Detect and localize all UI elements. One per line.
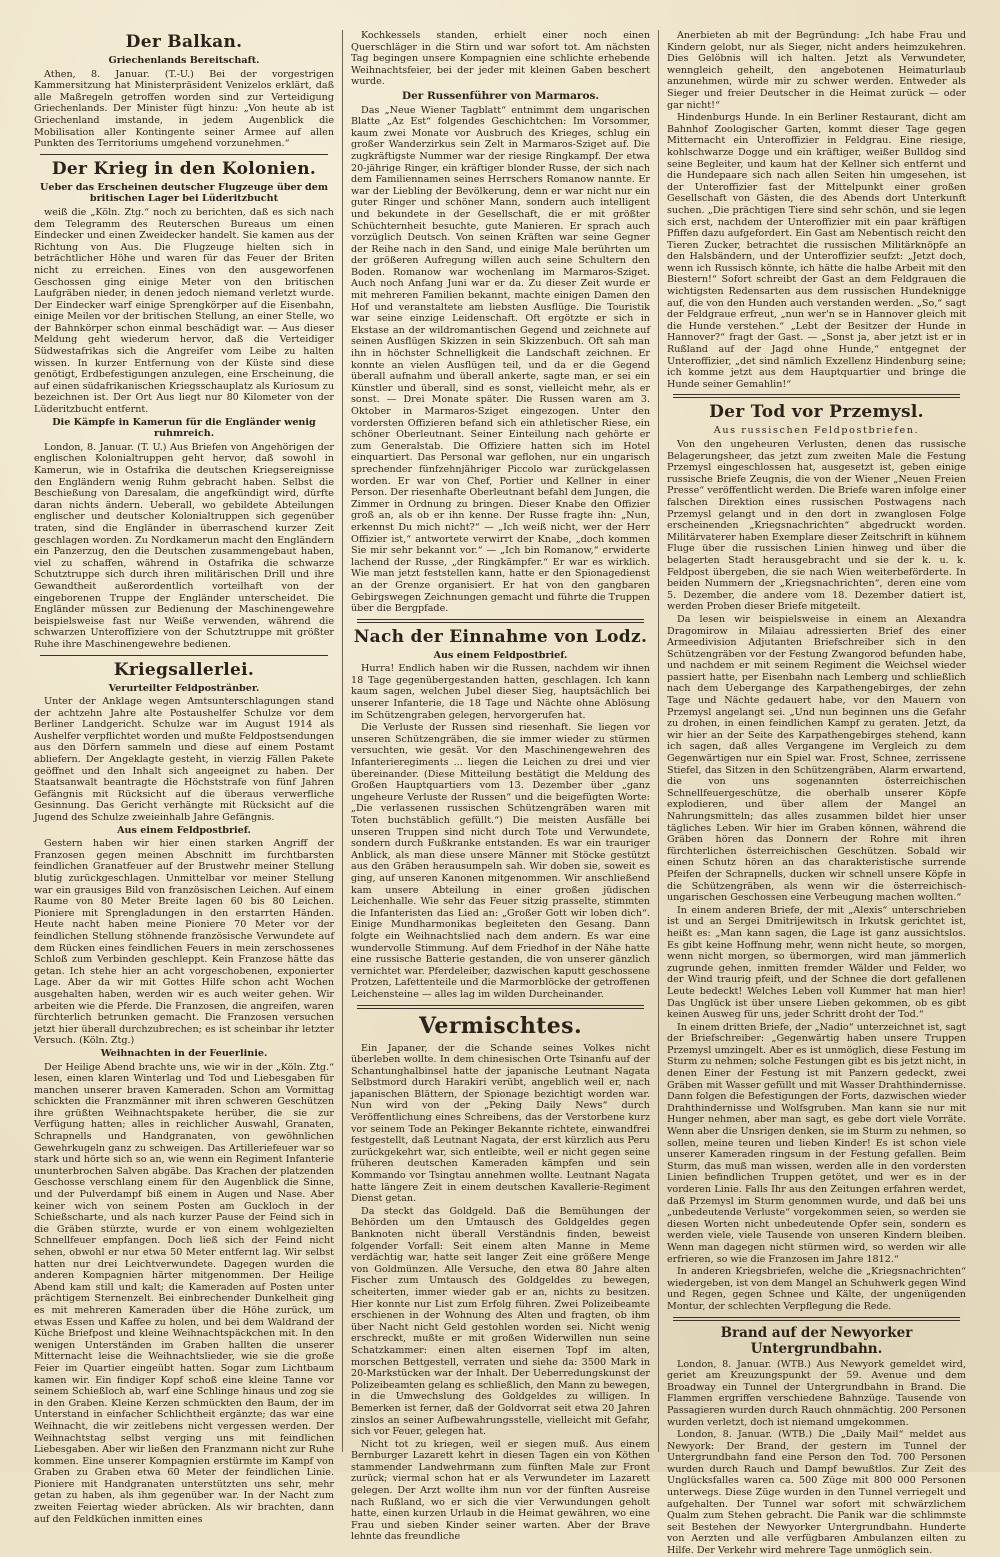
article-kamerun: London, 8. Januar. (T. U.) Aus Briefen von Angehörigen der englischen Kolonialtruppen geht hervor, daß sowohl in Kamerun, wie in Ostafrika die deutschen Kriegsereignisse den Engländern wenig Ruhm gebracht haben. Selbst die Beschießung von Daresalam, die angefkündigt wird, dürfte daran nichts ändern. Ueberall, wo gebildete Abteilungen englischer und deutscher Kolonialtruppen sich gegenüber traten, sind die Engländer in überraschend kurzer Zeit geschlagen worden. Zu Nordkamerun macht den Engländern ein Panzerzug, den die Deutschen zusammengebaut haben, viel zu schaffen, während in Ostafrika die schwarze Schutztruppe sich durch ihren militärischen Drill und ihre Gewandtheit außerordentlich vorteilhaft von der eingeborenen Truppe der Engländer unterscheidet. Die Engländer müssen zur Bedienung der Maschinengewehre beispielsweise fast nur Weiße verwenden, während die schwarzen Unteroffiziere von der Schutztruppe mit größter Ruhe ihre Maschinengewehre bedienen. [34, 441, 334, 650]
subhead-weihnachten: Weihnachten in der Feuerlinie. [100, 1047, 268, 1059]
article-nicht-tot: Nicht tot zu kriegen, weil er siegen muß. Aus einem Bernburger Lazarett kehrt in diesen Tagen ein von Köthen stammender Landwehrmann zum fünften Male zur Front zurück; viermal schon hat er als Verwundeter im Lazarett gelegen. Der Arzt wollte ihm nun vor der fünften Ausreise nach Rußland, wo er sich die vier Verwundungen geholt hatte, einen kurzen Urlaub in die Heimat gewähren, wo eine Frau und sieben Kinder seiner warten. Aber der Brave lehnte das freundliche [351, 1438, 650, 1543]
article-marmaros: Das „Neue Wiener Tagblatt“ entnimmt dem ungarischen Blatte „Az Est“ folgendes Geschichtchen: Im Vorsommer, kaum zwei Monate vor Ausbruch des Krieges, schlug ein großer Wanderzirkus sein Zelt in Marmaros-Sziget auf. Die zugkräftigste Nummer war der riesige Ringkampf. Der etwa 20-jährige Ringer, ein kräftiger blonder Russe, der sich nach dem Familiennamen seines Herrschers Romanow nannte. Er war der Liebling der Bevölkerung, denn er war nicht nur ein guter Ringer und schöner Mann, sondern auch intelligent und bekundete in der Gesellschaft, die er mit größter Schüchternheit besuchte, gute Manieren. Er sprach auch vorzüglich Deutsch. Von seinen Kräften war seine Gegner der Reihe nach in den Sand, und einige Male berührten um der größeren Aufregung willen auch seine Schultern den Boden. Romanow war wochenlang im Marmaros-Sziget. Auch noch Anfang Juni war er da. Zu dieser Zeit wurde er mit mehreren Familien bekannt, machte einigen Damen den Hof und veranstaltete am liebsten Ausflüge. Die Touristik war seine einzige Leidenschaft. Oft ergötzte er sich in Ekstase an der wildromantischen Gegend und zeichnete auf seinen Ausflügen Skizzen in sein Skizzenbuch. Oft sah man ihn in höchster Schnelligkeit die Landschaft zeichnen. Er konnte an vielen Ausflügen teil, und da er die Gegend überall aufnahm und überall ankerte, sagte man, er sei ein Künstler und überall, sind es sonst, vielleicht mehr, als er sonst. — Drei Monate später. Die Russen waren am 3. Oktober in Marmaros-Sziget eingezogen. Unter den vordersten Offizieren befand sich ein athletischer Riese, ein schöner Oberleutnant. Seiner Einteilung nach gehörte er zum Generalstab. Die Offiziere hatten sich im Hotel einquartiert. Das Personal war geflohen, nur ein ungarisch sprechender fünfzehnjähriger Piccolo war zurückgelassen worden. Er war von Chef, Portier und Kellner in einer Person. Der riesenhafte Oberleutnant befahl dem Jungen, die Zimmer in Ordnung zu bringen. Dieser Knabe den Offizier groß an, als ob er ihn kenne. Der Russe fragte ihn: „Nun, erkennst Du mich nicht?“ — „Ich weiß nicht, wer der Herr Offizier ist,“ antwortete verwirrt der Knabe, „doch kommen Sie mir sehr bekannt vor.“ — „Ich bin Romanow,“ erwiderte lachend der Russe, „der Ringkämpfer.“ Er war es wirklich. Wie man jetzt feststellen kann, hatte er den Spionagedienst an der Grenze organisiert. Er hat von den gangbaren Gebirgswegen Zeichnungen gemacht und führte die Truppen über die Bergpfade. [351, 104, 650, 615]
article-feldpostraeuber: Unter der Anklage wegen Amtsunterschlagungen stand der achtzehn Jahre alte Postaushelfer Schulze vor dem Berliner Landgericht. Schulze war im August 1914 als Aushelfer verpflichtet worden und mußte Feldpostsendungen aus den Dörfern sammeln und diese auf einem Postamt abliefern. Der Angeklagte gesteht, in vierzig Fällen Pakete geöffnet und den Inhalt sich angeeignet zu haben. Der Staatsanwalt beantragte die Höchststrafe von fünf Jahren Gefängnis mit Rücksicht auf die überaus verwerfliche Gesinnung. Das Gericht verhängte mit Rücksicht auf die Jugend des Schulze zweieinhalb Jahre Gefängnis. [34, 696, 334, 824]
article-przemysl-5: In anderen Kriegsbriefen, welche die „Kriegsnachrichten“ wiedergeben, ist von dem Mangel an Schuhwerk gegen Wind und Regen, gegen Schnee und Kälte, der ungenügenden Montur, der schlechten Verpflegung die Rede. [667, 1266, 966, 1312]
column-2 [342, 30, 658, 1543]
article-lodz-2: Die Verluste der Russen sind riesenhaft. Sie liegen vor unseren Schützengräben, die sie immer wieder zu stürmen versuchten, wie gesät. Vor den Maschinengewehren des Infanterieregiments ... liegen die Leichen zu drei und vier übereinander. (Diese Mitteilung bestätigt die Meldung des Großen Hauptquartiers vom 13. Dezember über „ganz ungeheure Verluste der Russen“ und die beigefügten Worte: „Die verlassenen russischen Schützengräben waren mit Toten buchstäblich gefüllt.“) Die meisten Ausfälle bei unseren Truppen sind nicht durch Tote und Verwundete, sondern durch Fußkranke entstanden. Es war ein trauriger Anblick, als man diese unsere Männer mit Stöcke gestützt aus den Gräben herausumpeln sah. Wir doben sie, soweit es ging, auf unseren Kanonen mitgenommen. Wir anschließend kam unsere Abteilung in einer großen jüdischen Leichenhalle. Wie sehr das Feuer sitzig prasselte, stimmten die Infanteristen das Lied an: „Großer Gott wir loben dich“. Einige Mundharmonikas begleiteten den Gesang. Dann folgte ein Weihnachtslied nach dem andern. Es war eine wundervolle Stimmung. Auf dem Friedhof in der Nähe hatte eine russische Batterie gestanden, die von unserer gänzlich vernichtet war. Pferdeleiber, dazwischen kaputt geschossene Protzen, Lafettenteile und die Marmorblöcke der getroffenen Leichensteine — alles lag im wilden Durcheinander. [351, 722, 650, 1000]
subhead-feldpostraeuber: Verurteilter Feldpostränber. [108, 682, 260, 694]
headline-balkan: Der Balkan. [125, 32, 243, 52]
divider [673, 1317, 960, 1321]
subhead-feldpostbrief: Aus einem Feldpostbrief. [117, 824, 251, 836]
subhead-przemysl: Aus russischen Feldpostbriefen. [713, 425, 920, 437]
article-weihnachten-cont: Kochkessels standen, erhielt einer noch einen Querschläger in die Stirn und war sofort tot. Am nächsten Tag begingen unsere Kompagnien eine schlichte erhebende Weihnachtsfeier, bei der jeder mit kleinen Gaben beschert wurde. [351, 30, 650, 88]
article-japaner: Ein Japaner, der die Schande seines Volkes nicht überleben wollte. In dem chinesischen Orte Tsinanfu auf der Schantunghalbinsel hatte der japanische Leutnant Nagata Selbstmord durch Harakiri verübt, angeblich weil er, nach japanischen Blättern, der Spionage bezichtigt worden war. Nun wird von der „Peking Daily News“ durch Veröffentlichung eines Schreibens, das der Verstorbene kurz vor seinem Tode an Pekinger Bekannte richtete, einwandfrei festgestellt, daß Leutnant Nagata, der erst kürzlich aus Peru zurückgekehrt war, sich entleibte, weil er nicht gegen seine früheren deutschen Kameraden kämpfen und sein Kommando vor Tsingtau annehmen wollte. Leutnant Nagata hatte längere Zeit in einem deutschen Kavallerie-Regiment Dienst getan. [351, 1042, 650, 1205]
subhead-marmaros: Der Russenführer von Marmaros. [401, 89, 600, 102]
headline-lodz: Nach der Einnahme von Lodz. [353, 626, 648, 647]
article-weihnachten: Der Heilige Abend brachte uns, wie wir in der „Köln. Ztg.“ lesen, einen klaren Winterlag und Tod und Liebesgaben für manchen unserer braven Kameraden. Schon am Vormittag schickten die Franzmänner mit ihren schweren Geschützen ihre grüßten Weihnachtspakete herüber, die sie zur Verfügung hatten; alles in reichlicher Auswahl, Granaten, Schrapnells und Handgranaten, von gewöhnlichen Gewehrkugeln ganz zu schweigen. Das Artilleriefeuer war so stark und hörte sich so an, wie wenn ein Regiment Infanterie ununterbrochen Salven abgäbe. Das Krachen der platzenden Geschosse verschlang einem für den Augenblick die Sinne, und der Pulverdampf biß einem in Augen und Nase. Aber keiner wich von seinem Posten am Guckloch in der Schießscharte, und als nach kurzer Pause der Feind sich in die Gräben stürzte, wurde er von einem wohlgezielten Schnellfeuer empfangen. Doch ließ sich der Feind nicht sehen, obwohl er nur etwa 50 Meter entfernt lag. Wir selbst hatten nur drei Leichtverwundete. Dagegen wurden die anderen Kompagnien härter mitgenommen. Der Heilige Abend kam still und kalt; die Kameraden auf Posten unter prächtigem Sternenzelt. Bei einbrechender Dunkelheit ging es mit mehreren Kameraden über die Höhe zurück, um etwas Essen und Kaffee zu holen, und bei dem Waldrand der Küche Briefpost und kleine Weihnachtspäckchen mit. In den wenigen Unterständen im Graben hallten die unserer Mitternacht leise die Weihnachtslieder, wie sie die große Feier im Quartier eingeübt hatten. Sogar zum Lichtbaum kamen wir. Ein findiger Kopf schoß eine kleine Tanne vor seinem Schießloch ab, warf eine Schlinge hinaus und zog sie in den Graben. Kleine Kerzen schmückten den Baum, der im Unterstand in einfacher Schlichtheit ergänzte; das war eine Weihnacht, die wir zeitlebens nicht vergessen werden. Der Weihnachtstag selbst verging uns mit feindlichen Liebesgaben. Aber wir ließen den Franzmann nicht zur Ruhe kommen. Eine unserer Kompagnien erstürmte im Kampf von Graben zu Graben etwa 60 Meter der feindlichen Linie. Pioniere mit Handgranaten unterstützten uns sehr, mehr getan zu haben, als ihm gegenüber war. In der Nacht zum zweiten Feiertag wieder abrücken. Als wir brachten, dann auf den Feldküchen inmitten eines [34, 1061, 334, 1525]
divider [40, 154, 328, 155]
headline-vermischtes: Vermischtes. [418, 1012, 583, 1039]
article-przemysl-1: Von den ungeheuren Verlusten, denen das russische Belagerungsheer, das jetzt zum zweiten Male die Festung Przemysl eingeschlossen hat, ausgesetzt ist, geben einige russische Briefe Zeugnis, die von der Wiener „Neuen Freien Presse“ veröffentlicht werden. Die Briefe waren infolge einer falschen Direktion eines russischen Postwagens nach Przemysl gelangt und in den dort in zwanglosen Folge erscheinenden „Kriegsnachrichten“ abgedruckt worden. Militärvaterer haben Exemplare dieser Zeitschrift in kühnem Fluge über die russischen Linien hinweg und über die belagerten Stadt herausgebracht und sie der k. u. k. Feldpost übergeben, die sie nach Wien weiterbeförderte. In beiden Nummern der „Kriegsnachrichten“, deren eine vom 5. Dezember, die andere vom 18. Dezember datiert ist, werden Proben dieser Briefe mitgeteilt. [667, 439, 966, 613]
article-kolonien: weiß die „Köln. Ztg.“ noch zu berichten, daß es sich nach dem Telegramm des Reuterschen Bureaus um einen Eindecker und einen Zweidecker handelt. Sie kamen aus der Richtung von Aus. Die Flugzeuge hielten sich in beträchtlicher Höhe und waren für das Feuer der Briten nicht zu erreichen. Eines von den ausgeworfenen Geschossen ging einige Meter von den britischen Laufgräben nieder, in denen jedoch niemand verletzt wurde. Der Eindecker warf einige Sprengkörper auf die Eisenbahn, einige Meilen vor der britischen Stellung, an einer Stelle, wo der Bahnkörper schon einmal beschädigt war. — Aus dieser Meldung geht wiederum hervor, daß die Verteidiger Südwestafrikas sich die Angreifer vom Leibe zu halten wissen. In kurzer Entfernung von der Küste sind diese genötigt, Erdbefestigungen anzulegen, eine Erscheinung, die auf einen südafrikanischen Kriegsschauplatz als Kuriosum zu bezeichnen ist. Der Ort Aus liegt nur 80 Kilometer von der Lüderitzbucht entfernt. [34, 206, 334, 416]
divider [40, 655, 328, 656]
column-3 [658, 30, 974, 1557]
headline-brand-newyork: Brand auf der Newyorker Untergrundbahn. [720, 1324, 913, 1357]
article-przemysl-2: Da lesen wir beispielsweise in einem an Alexandra Dragomirow in Milaiau adressierten Brief des einer Armeedivision Adjutanten Briefschreiber sich in den Schützengräben vor der Festung Zwangorod befunden habe, und nachdem er mit seinem Regiment die Weichsel wieder passiert hatte, per Eisenbahn nach Lemberg und schließlich nach dem Uebergange des Karpathengebirges, der zehn Tage und Nächte gedauert habe, vor den Mauern von Przemysl angelangt sei. „Und nun beginnen uns die Gefahr zu drohen, in einen feindlichen Kampf zu geraten. Jetzt, da wir hier an der Seite des Karpathengebirges stehend, kann ich sagen, daß alles Vergangene im Vergleich zu dem Gegenwärtigen nur ein Spiel war. Frost, Schnee, zerrissene Stiefel, das Sitzen in den Schützengräben, Alarm erwartend, die von uns sogenannten österreichischen Schnellfeuergeschütze, die oberhalb unserer Köpfe explodieren, und über allem der Mangel an Nahrungsmitteln; das alles zusammen bildet hier unser tägliches Leben. Wir hier im Graben können, während die Gräben hören das Donnern der Rohre mit ihren fürchterlichen österreichischen Geschützen. Sobald wir einen Schutz hören an das charakteristische surrende Pfeifen der Schrapnells, ducken wir schnell unsere Köpfe in die Schützengräben, als wenn wir die österreichisch-ungarischen Geschossen eine Verbeugung machen wollten.“ [667, 613, 966, 904]
headline-przemysl: Der Tod vor Przemysl. [709, 402, 924, 423]
divider [357, 1005, 644, 1009]
article-brand-2: London, 8. Januar. (WTB.) Die „Daily Mail“ meldet aus Newyork: Der Brand, der gestern im Tunnel der Untergrundbahn fand eine Person den Tod. 700 Personen wurden durch Rauch und Dampf bewußtlos. Zur Zeit des Unglücksfalles waren ca. 500 Züge mit 800 000 Personen unterwegs. Diese Züge wurden in den Tunnel verriegelt und aufgehalten. Der Tunnel war sofort mit schwärzlichem Qualm zum Stehen gebracht. Die Panik war die schlimmste seit Bestehen der Newyorker Untergrundbahn. Hunderte von Aerzten und alle verfügbaren Ambulanzen eilten zu Hilfe. Der Verkehr wird mehrere Tage unmöglich sein. [667, 1429, 966, 1557]
article-balkan: Athen, 8. Januar. (T.-U.) Bei der vorgestrigen Kammersitzung hat Ministerpräsident Venizelos erklärt, daß alle Maßregeln getroffen worden sind zur Verteidigung Griechenlands. Der Minister fügt hinzu: „Von heute ab ist Griechenland imstande, in jedem Augenblick die Mobilisation aller Kontingente seiner Armee auf allen Punkten des Territoriums umgehend vorzunehmen.“ [34, 68, 334, 150]
article-brand-1: London, 8. Januar. (WTB.) Aus Newyork gemeldet wird, geriet am Kreuzungspunkt der 59. Avenue und dem Broadway ein Tunnel der Untergrundbahn in Brand. Die Flammen ergriffen verschiedene Bahnzüge. Tausende von Passagieren wurden durch Rauch ohnmächtig. 200 Personen wurden verletzt, doch ist niemand umgekommen. [667, 1358, 966, 1428]
article-przemysl-3: In einem anderen Briefe, der mit „Alexis“ unterschrieben ist und an Sergei Dmitrijewitsch in Irkutsk gerichtet ist, heißt es: „Man kann sagen, die Lage ist ganz aussichtslos. Es gibt keine Hoffnung mehr, wenn nicht heute, so morgen, wenn nicht morgen, so übermorgen, wird man jämmerlich zugrunde gehen, inmitten fremder Wälder und Felder, wo der Wind traurig pfeift, und der Schnee die dort gefallenen Leute bedeckt! Welches Leben voll Kummer hat man hier! Das Unglück ist über unsere Lieben gekommen, ob es gibt keinen Ausweg für uns, jeder Schritt droht der Tod.“ [667, 904, 966, 1021]
subhead-flugzeuge: Ueber das Erscheinen deutscher Flugzeuge über dem britischen Lager bei Lüderitzbucht [40, 181, 328, 205]
article-feldpostbrief: Gestern haben wir hier einen starken Angriff der Franzosen gegen meinen Abschnitt im furchtbarsten feindlichen Granatfeuer auf der Brustwehr meiner Stellung blutig zurückgeschlagen. Unmittelbar vor meiner Stellung war ein grausiges Bild von französischen Leichen. Auf einem Raume von 80 Meter Breite lagen 60 bis 80 Leichen. Pioniere mit Sprengladungen in den erstarrten Händen. Heute nacht haben meine Pioniere 70 Meter vor der feindlichen Stellung stöhnende französische Verwundete auf dem Rücken eines feindlichen Feuers in mein zerschossenes Schloß zum Verbinden geschleppt. Kein Franzose hätte das getan. Ich stehe hier an acht vorgeschobenen, exponierter Lage. Aber da wir mit Gottes Hilfe schon acht Wochen ausgehalten haben, werden wir es auch weiter gehen. Wir arbeiten wie die Pferde. Die Franzosen, die angreifen, waren fürchterlich betrunken gemacht. Die Franzosen versuchen jetzt hier überall durchzubrechen; es ist scheinbar ihr letzter Versuch. (Köln. Ztg.) [34, 838, 334, 1047]
headline-kolonien: Der Krieg in den Kolonien. [51, 158, 317, 179]
article-nicht-tot-cont: Anerbieten ab mit der Begründung: „Ich habe Frau und Kindern gelobt, nur als Sieger, nicht anders heimzukehren. Dies Gelöbnis will ich halten. Jetzt als Verwundeter, wenngleich geheilt, den angebotenen Heimaturlaub anzunehmen, würde mir zu schwer werden. Entweder als Sieger und freier Deutscher in die Heimat zurück — oder gar nicht!“ [667, 30, 966, 111]
subhead-griechenland: Griechenlands Bereitschaft. [108, 55, 260, 66]
divider [357, 619, 644, 623]
columns [26, 30, 980, 1557]
article-goldgeld: Da steckt das Goldgeld. Daß die Bemühungen der Behörden um den Umtausch des Goldgeldes gegen Banknoten nicht überall Verständnis finden, beweist folgender Vorfall: Seit einem alten Manne in Meme verdächtig war, hatte seit langer Zeit eine größere Menge von Goldmünzen. Alle Versuche, den etwa 80 Jahre alten Fischer zum Umtausch des Goldgeldes zu bewegen, scheiterten, immer wieder gab er an, nichts zu besitzen. Hier konnte nur List zum Erfolg führen. Zwei Polizeibeamte erschienen in der Wohnung des Alten und fragten, ob ihm über Nacht nicht Geld gestohlen worden sei. Nicht wenig erschreckt, mußte er mit großen Widerwillen nun seine Schatzkammer: einen alten eisernen Topf im alten, morschen Bettgestell, verraten und siehe da: 3500 Mark in 20-Markstücken war der Inhalt. Der Ueberredungskunst der Polizeibeamten gelang es schließlich, den Mann zu bewegen, in die Umwechslung des Goldgeldes zu willigen. In Bemerken ist ferner, daß der Goldvorrat seit etwa 20 Jahren zinslos an seiner Aufbewahrungsstelle, vielleicht mit Gefahr, sich vor Feuer, gelegen hat. [351, 1205, 650, 1438]
article-lodz-1: Hurra! Endlich haben wir die Russen, nachdem wir ihnen 18 Tage gegenübergestanden hatten, geschlagen. Ich kann kaum sagen, welchen Jubel dieser Sieg, hauptsächlich bei unserer Infanterie, die 18 Tage und Nächte ohne Ablösung im Schützengraben gelegen, hervorgerufen hat. [351, 663, 650, 721]
subhead-lodz-feldpostbrief: Aus einem Feldpostbrief. [433, 649, 568, 661]
article-przemysl-4: In einem dritten Briefe, der „Nadio“ unterzeichnet ist, sagt der Briefschreiber: „Gegenwärtig haben unsere Truppen Przemysl umzingelt. Aber es ist unmöglich, diese Festung im Sturm zu nehmen; solche Festungen gibt es bis jetzt nicht, in denen Einer der Festung ist mit Panzern gedeckt, zwei Gräben mit Wasser gefüllt und mit Wasser Drahthindernisse. Dann folgen die Befestigungen der Forts, dazwischen wieder Drahthindernisse und Wolfsgruben. Man kann sie nur mit Hunger nehmen, aber man sagt, es gebe dort viele Vorräte. Wenn aber die Unsrigen denken, sie im Sturm zu nehmen, so sollen, meine teuren und lieben Kinder! Es ist schon viele unserer Kameraden ringsum in der Festung gefallen. Beim Sturm, das muß man wissen, werden alle in den vordersten Linien befindlichen Truppen getötet, und wer es in der vorderen Linie. Falls Ihr aus den Zeitungen erfahren werdet, daß Przemysl im Sturm genommen wurde, und daß bei uns „unbedeutende Verluste“ vorgekommen seien, so werden sie diesen Worten nicht unbedeutende Opfer sein, sondern es werden viele, viele Tausende von unseren Kindern bleiben. Wenn man dagegen nicht stürmen wird, so werden wir alle erfrieren, so wie die Franzosen im Jahre 1812.“ [667, 1021, 966, 1265]
headline-kriegsallerlei: Kriegsallerlei. [113, 659, 255, 680]
subhead-kamerun: Die Kämpfe in Kamerun für die Engländer wenig ruhmreich. [52, 416, 316, 440]
article-hindenburgs-hunde: Hindenburgs Hunde. In ein Berliner Restaurant, dicht am Bahnhof Zoologischer Garten, kommt dieser Tage gegen Mitternacht ein Unteroffizier in Feldgrau. Eine riesige, kohlschwarze Dogge und ein kräftiger, weißer Bulldog sind seine Begleiter, und kaum hat der Kellner sich entfernt und die Hundepaare sich nach allen Seiten hin umgesehen, ist der Unteroffizier fast der Mittelpunkt einer großen Gesellschaft von Gästen, die des Abends dort Unterkunft suchen. „Die prächtigen Tiere sind sehr schön, und sie legen sich erst, nachdem der Unteroffizier mit ein paar kräftigen Pfiffen dazu aufgefordert. Ein Gast am Nebentisch reicht den Tieren Zucker, betrachtet die russischen Militärknöpfe an den Halsbändern, und der Unteroffizier seufzt: „Jetzt doch, wenn ich Russisch könnte, ich hätte die halbe Arbeit mit den Biestern!“ Sofort schreibt der Gast an dem Feldgrauen die wichtigsten Redensarten aus dem russischen Hundeknigge auf, die von den Hunden auch verstanden werden. „So,“ sagt der Feldgraue erfreut, „nun wer'n se in Hannover gleich mit die Hunde verstehen.“ „Lebt der Besitzer der Hunde in Hannover?“ fragt der Gast. — „Sonst ja, aber jetzt ist er in Rußland auf der Jagd ohne Hunde,“ entgegnet der Unteroffizier, „det sind nämlich Exzellenz Hindenburg seine; ich komme jetzt aus dem Hauptquartier und bringe die Hunde seiner Gemahlin!“ [667, 112, 966, 390]
divider [673, 394, 960, 398]
column-1 [26, 30, 342, 1525]
